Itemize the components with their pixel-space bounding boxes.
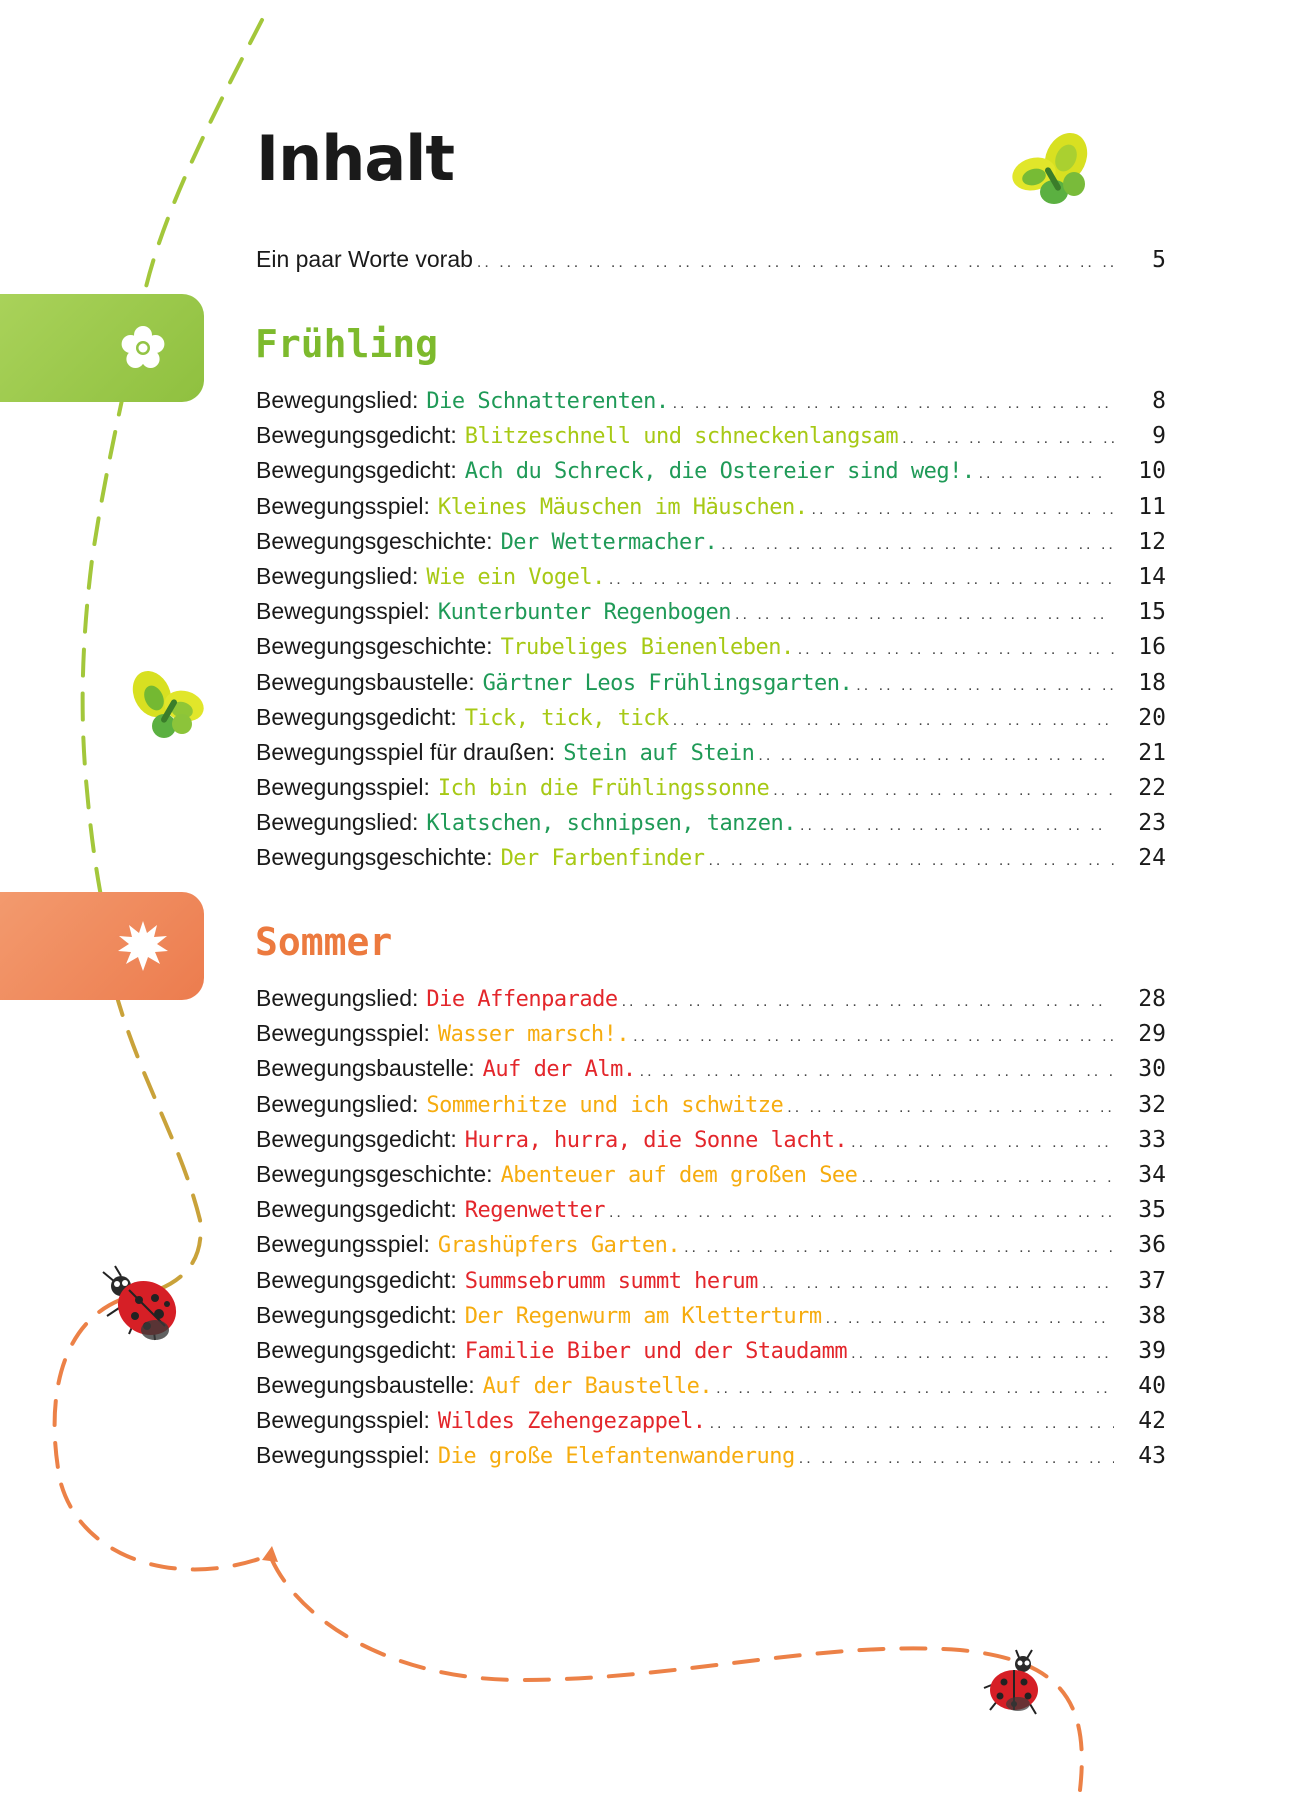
- toc-entry[interactable]: [256, 422, 1166, 457]
- page-number: 33: [1138, 1126, 1166, 1153]
- leader-dots: [710, 1415, 1114, 1433]
- leader-dots: [684, 1239, 1114, 1257]
- entry-title: Familie Biber und der Staudamm: [464, 1338, 848, 1364]
- entry-title: Die große Elefantenwanderung: [437, 1444, 795, 1470]
- toc-entry[interactable]: [256, 1442, 1166, 1477]
- entry-category: Bewegungsspiel für draußen:: [256, 738, 556, 765]
- ladybug-icon: [95, 1264, 187, 1346]
- leader-dots: [721, 536, 1114, 554]
- entry-category: Bewegungsbaustelle:: [256, 1372, 475, 1399]
- entry-category: Bewegungsspiel:: [256, 598, 430, 625]
- toc-summer: [256, 985, 1166, 1478]
- entry-category: Bewegungsgedicht:: [256, 1266, 457, 1293]
- page-number: 42: [1138, 1408, 1166, 1435]
- entry-category: Bewegungslied:: [256, 985, 419, 1011]
- leader-dots: [812, 501, 1114, 519]
- entry-title: Kunterbunter Regenbogen: [437, 600, 732, 626]
- page-title: Inhalt: [256, 122, 455, 195]
- entry-category: Bewegungsspiel:: [256, 492, 430, 519]
- leader-dots: [716, 1380, 1114, 1398]
- ladybug-icon: [980, 1648, 1050, 1716]
- page-number: 22: [1138, 775, 1166, 802]
- entry-title: Auf der Baustelle.: [482, 1374, 713, 1400]
- toc-entry[interactable]: [256, 669, 1166, 704]
- toc-entry[interactable]: [256, 1126, 1166, 1161]
- page-number: 14: [1138, 563, 1166, 590]
- leader-dots: [798, 641, 1114, 659]
- entry-category: Bewegungsspiel:: [256, 1231, 430, 1258]
- page-number: 9: [1152, 423, 1166, 450]
- entry-category: Bewegungsspiel:: [256, 1442, 430, 1469]
- toc-entry[interactable]: [256, 809, 1166, 844]
- section-title-spring: Frühling: [255, 322, 439, 366]
- entry-title: Trubeliges Bienenleben.: [500, 635, 794, 661]
- leader-dots: [787, 1099, 1114, 1117]
- entry-category: Bewegungsspiel:: [256, 1407, 430, 1434]
- leader-dots: [856, 677, 1114, 695]
- toc-entry[interactable]: [256, 1302, 1166, 1337]
- entry-label: Ein paar Worte vorab: [256, 246, 473, 272]
- leader-dots: [800, 817, 1114, 835]
- page-number: 20: [1138, 704, 1166, 731]
- summer-tab: [0, 892, 204, 1000]
- section-title-summer: Sommer: [255, 920, 393, 964]
- entry-category: Bewegungsgeschichte:: [256, 1160, 493, 1187]
- toc-entry[interactable]: [256, 1020, 1166, 1055]
- spring-tab: [0, 294, 204, 402]
- page-number: 30: [1138, 1056, 1166, 1083]
- leader-dots: [622, 993, 1114, 1011]
- leader-dots: [640, 1063, 1114, 1081]
- toc-entry[interactable]: [256, 1091, 1166, 1126]
- sun-icon: [116, 919, 170, 973]
- page-number: 15: [1138, 599, 1166, 626]
- leader-dots: [851, 1134, 1114, 1152]
- page-number: 40: [1138, 1373, 1166, 1400]
- entry-category: Bewegungsgedicht:: [256, 422, 457, 449]
- toc-intro: [256, 246, 1166, 281]
- toc-entry[interactable]: [256, 1372, 1166, 1407]
- entry-title: Sommerhitze und ich schwitze: [426, 1092, 784, 1118]
- toc-entry[interactable]: [256, 387, 1166, 422]
- entry-title: Summsebrumm summt herum: [464, 1268, 758, 1294]
- entry-title: Tick, tick, tick: [464, 705, 669, 731]
- page-number: 21: [1138, 739, 1166, 766]
- toc-entry[interactable]: [256, 1161, 1166, 1196]
- entry-category: Bewegungsgeschichte:: [256, 527, 493, 554]
- entry-title: Der Farbenfinder: [500, 846, 705, 872]
- entry-title: Regenwetter: [464, 1198, 605, 1224]
- leader-dots: [758, 747, 1114, 765]
- entry-category: Bewegungsgeschichte:: [256, 633, 493, 660]
- leader-dots: [477, 254, 1114, 272]
- entry-title: Wie ein Vogel.: [426, 564, 605, 590]
- entry-category: Bewegungslied:: [256, 809, 419, 836]
- entry-category: Bewegungsgedicht:: [256, 457, 457, 484]
- page-number: 24: [1138, 845, 1166, 872]
- page-number: 37: [1138, 1267, 1166, 1294]
- page-number: 38: [1138, 1302, 1166, 1329]
- entry-category: Bewegungslied:: [256, 387, 419, 413]
- leader-dots: [633, 1028, 1114, 1046]
- leader-dots: [609, 1204, 1114, 1222]
- leader-dots: [673, 395, 1114, 413]
- entry-title: Blitzeschnell und schneckenlangsam: [464, 424, 899, 450]
- page-number: 8: [1152, 388, 1166, 414]
- entry-title: Der Wettermacher.: [500, 529, 718, 555]
- entry-title: Auf der Alm.: [482, 1057, 636, 1083]
- entry-title: Wasser marsch!.: [437, 1022, 630, 1048]
- page-number: 43: [1138, 1443, 1166, 1470]
- page-number: 36: [1138, 1232, 1166, 1259]
- page-number: 12: [1138, 528, 1166, 555]
- entry-category: Bewegungsgedicht:: [256, 703, 457, 730]
- toc-entry[interactable]: [256, 1337, 1166, 1372]
- toc-entry[interactable]: [256, 633, 1166, 668]
- toc-entry[interactable]: [256, 528, 1166, 563]
- entry-title: Die Schnatterenten.: [426, 389, 669, 414]
- flower-icon: [116, 321, 170, 375]
- entry-category: Bewegungsbaustelle:: [256, 668, 475, 695]
- entry-title: Die Affenparade: [426, 987, 618, 1012]
- toc-entry[interactable]: [256, 985, 1166, 1020]
- page-number: 10: [1138, 458, 1166, 485]
- entry-title: Gärtner Leos Frühlingsgarten.: [482, 670, 853, 696]
- entry-category: Bewegungsgeschichte:: [256, 844, 493, 871]
- entry-title: Hurra, hurra, die Sonne lacht.: [464, 1127, 848, 1153]
- toc-spring: [256, 387, 1166, 880]
- leader-dots: [762, 1275, 1114, 1293]
- toc-entry[interactable]: [256, 493, 1166, 528]
- page-number: 34: [1138, 1161, 1166, 1188]
- leader-dots: [861, 1169, 1114, 1187]
- page-number: 11: [1138, 493, 1166, 520]
- leader-dots: [851, 1345, 1114, 1363]
- page-number: 16: [1138, 634, 1166, 661]
- entry-category: Bewegungsspiel:: [256, 1020, 430, 1047]
- entry-title: Ach du Schreck, die Ostereier sind weg!.: [464, 459, 975, 485]
- entry-title: Der Regenwurm am Kletterturm: [464, 1303, 822, 1329]
- leader-dots: [735, 606, 1114, 624]
- toc-entry[interactable]: [256, 1231, 1166, 1266]
- entry-category: Bewegungsspiel:: [256, 774, 430, 801]
- page-number: 32: [1138, 1091, 1166, 1118]
- entry-title: Ich bin die Frühlingssonne: [437, 776, 770, 802]
- leader-dots: [673, 712, 1114, 730]
- entry-title: Wildes Zehengezappel.: [437, 1409, 706, 1435]
- leader-dots: [826, 1310, 1114, 1328]
- arrow-tip: [262, 1546, 278, 1562]
- page-number: 23: [1138, 810, 1166, 837]
- leader-dots: [609, 571, 1114, 589]
- toc-entry[interactable]: [256, 598, 1166, 633]
- entry-category: Bewegungslied:: [256, 1090, 419, 1117]
- entry-title: Grashüpfers Garten.: [437, 1233, 681, 1259]
- entry-title: Klatschen, schnipsen, tanzen.: [426, 811, 797, 837]
- toc-entry[interactable]: [256, 704, 1166, 739]
- entry-category: Bewegungsgedicht:: [256, 1301, 457, 1328]
- toc-entry[interactable]: [256, 563, 1166, 598]
- toc-entry[interactable]: [256, 774, 1166, 809]
- entry-category: Bewegungslied:: [256, 562, 419, 589]
- page-number: 35: [1138, 1197, 1166, 1224]
- entry-title: Kleines Mäuschen im Häuschen.: [437, 494, 808, 520]
- leader-dots: [799, 1450, 1114, 1468]
- toc-entry[interactable]: [256, 1407, 1166, 1442]
- entry-title: Abenteuer auf dem großen See: [500, 1162, 858, 1188]
- dashed-path-ochre: [115, 990, 201, 1300]
- entry-category: Bewegungsgedicht:: [256, 1196, 457, 1223]
- leader-dots: [979, 465, 1114, 483]
- leader-dots: [708, 852, 1114, 870]
- butterfly-icon: [128, 668, 208, 744]
- toc-entry-intro[interactable]: [256, 246, 1166, 281]
- entry-category: Bewegungsbaustelle:: [256, 1055, 475, 1082]
- page-number: 18: [1138, 669, 1166, 696]
- page-number: 39: [1138, 1337, 1166, 1364]
- entry-title: Stein auf Stein: [563, 740, 755, 766]
- entry-category: Bewegungsgedicht:: [256, 1125, 457, 1152]
- page-number: 5: [1152, 247, 1166, 273]
- page-number: 28: [1138, 986, 1166, 1012]
- toc-entry[interactable]: [256, 739, 1166, 774]
- butterfly-icon: [1010, 132, 1096, 212]
- dashed-path-green: [83, 20, 262, 960]
- entry-category: Bewegungsgedicht:: [256, 1336, 457, 1363]
- toc-entry[interactable]: [256, 1267, 1166, 1302]
- leader-dots: [902, 430, 1114, 448]
- toc-entry[interactable]: [256, 1196, 1166, 1231]
- toc-entry[interactable]: [256, 457, 1166, 492]
- toc-entry[interactable]: [256, 1055, 1166, 1090]
- page-number: 29: [1138, 1021, 1166, 1048]
- leader-dots: [773, 782, 1114, 800]
- toc-entry[interactable]: [256, 844, 1166, 879]
